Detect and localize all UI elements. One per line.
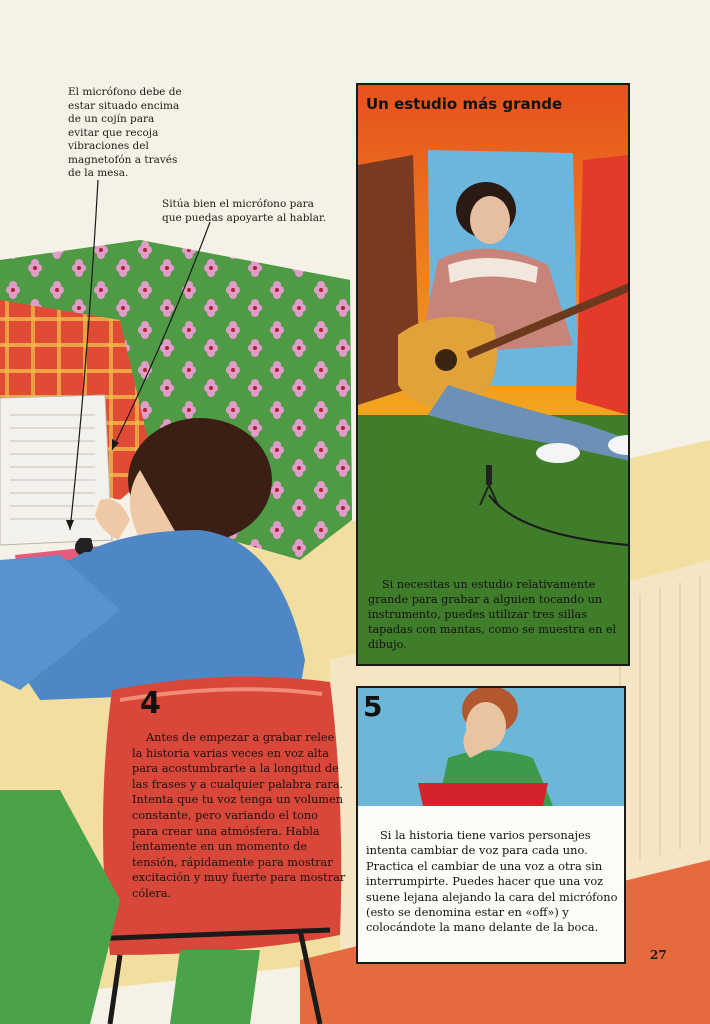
studio-description: Si necesitas un estudio relativamente grande para grabar a alguien tocando un instrumento, puedes utilizar tres sillas tapadas con mantas, como se muestra en el dibujo. bbox=[368, 578, 617, 651]
mic-cushion-note: El micrófono debe de estar situado encima de un cojín para evitar que recoja vibraciones del magnetofón a través de la mesa. bbox=[68, 86, 182, 179]
mic-position-note: Sitúa bien el micrófono para que puedas apoyarte al hablar. bbox=[162, 198, 327, 224]
studio-title: Un estudio más grande bbox=[366, 95, 563, 113]
step-4-text: Antes de empezar a grabar relee la historia varias veces en voz alta para acostumbrarte a la longitud de las frases y a cualquier palabra rara. Intenta que tu voz tenga un volumen constante, pero variando el tono para crear una atmósfera. Habla lentamente en un momento de tensión, rápidamente para mostrar excitación y muy fuerte para mostrar cólera. bbox=[132, 731, 346, 900]
step-5-illustration bbox=[358, 688, 624, 806]
page-number: 27 bbox=[650, 948, 667, 962]
step-5-text: Si la historia tiene varios personajes intenta cambiar de voz para cada uno. Practica el cambiar de una voz a otra sin interrumpirte. Puedes hacer que una voz suene lejana alejando la cara del micrófono (esto se denomina estar en «off») y colocándote la mano delante de la boca. bbox=[366, 828, 618, 935]
step-5-number: 5 bbox=[363, 690, 383, 723]
studio-panel bbox=[356, 83, 630, 666]
step-5-panel bbox=[356, 686, 626, 964]
step-4-number: 4 bbox=[140, 686, 161, 721]
